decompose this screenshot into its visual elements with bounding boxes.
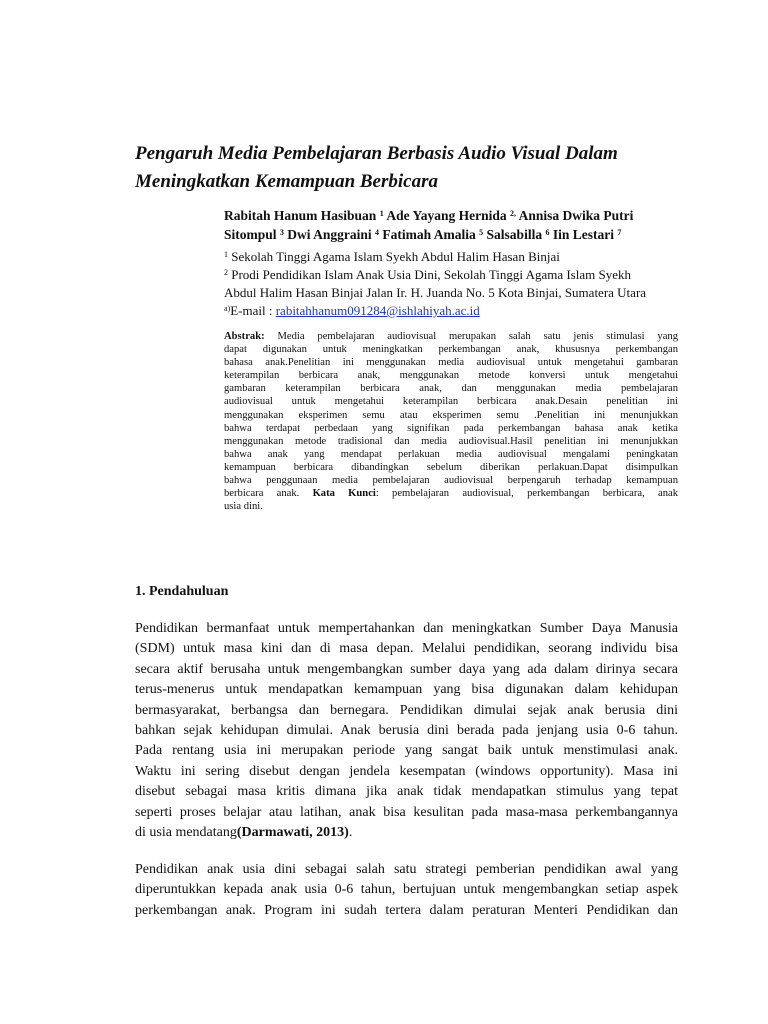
abstract-line: bahasa anak.Penelitian ini menggunakan media audiovisual untuk mengetahui gambaran <box>224 357 678 369</box>
affiliation-2-continued <box>224 284 684 302</box>
abstract-line: usia dini. <box>224 501 263 513</box>
abstract-line: menggunakan eksperimen semu atau eksperimen semu .Penelitian ini menunjukkan <box>224 409 678 421</box>
abstract-line: keterampilan berbicara anak, menggunakan metode konversi untuk mengetahui <box>224 370 678 382</box>
abstract-line <box>224 330 678 343</box>
keywords-label: Kata Kunci <box>312 488 376 500</box>
paragraph-line: Pendidikan anak usia dini sebagai salah satu strategi pemberian pendidikan awal yang <box>135 862 678 877</box>
email-link[interactable]: rabitahhanum091284@ishlahiyah.ac.id <box>275 303 480 318</box>
affiliations <box>224 248 684 320</box>
affiliation-text: Prodi Pendidikan Islam Anak Usia Dini, Sekolah Tinggi Agama Islam Syekh <box>231 267 631 282</box>
author-name: Salsabilla <box>486 227 543 242</box>
abstract-text: berbicara anak. <box>224 488 300 500</box>
affiliation-text: Sekolah Tinggi Agama Islam Syekh Abdul Halim Hasan Binjai <box>231 249 560 264</box>
paragraph-line: seperti proses belajar atau latihan, anak bisa kesulitan pada masa-masa perkembangannya <box>135 804 678 820</box>
author-line <box>224 206 684 225</box>
paragraph-line: disebut sebagai masa kritis dimana jika anak tidak mendapatkan stimulus yang tepat <box>135 784 678 800</box>
abstract-text: Media pembelajaran audiovisual merupakan salah satu jenis stimulasi yang <box>277 331 678 342</box>
abstract <box>224 330 678 513</box>
affiliation-superscript: 1 <box>224 250 228 259</box>
email-line <box>224 302 684 320</box>
abstract-line <box>224 487 678 500</box>
author-list <box>224 206 684 244</box>
paragraph-2 <box>135 860 678 921</box>
affiliation-1 <box>224 248 684 266</box>
keywords-text: : pembelajaran audiovisual, perkembangan berbicara, anak <box>375 488 678 500</box>
author-superscript: 6 <box>545 228 550 237</box>
abstract-line: dapat digunakan untuk meningkatkan perkembangan anak, khususnya perkembangan <box>224 344 678 356</box>
author-name: Iin Lestari <box>552 227 614 242</box>
author-superscript: 3 <box>279 228 284 237</box>
paragraph-line: Pada rentang usia ini merupakan periode yang sangat baik untuk menstimulasi anak. <box>135 743 678 759</box>
author-name: Ade Yayang Hernida <box>386 208 507 223</box>
paragraph-line <box>135 823 678 843</box>
author-name: Dwi Anggraini <box>287 227 372 242</box>
email-label: E-mail : <box>230 303 276 318</box>
section-heading: 1. Pendahuluan <box>135 584 229 599</box>
paragraph-line: diperuntukkan kepada anak usia 0-6 tahun, bertujuan untuk mengembangkan setiap aspek <box>135 882 678 898</box>
affiliation-superscript: 2 <box>224 268 228 277</box>
author-superscript: 5 <box>479 228 484 237</box>
paper-title-line: Pengaruh Media Pembelajaran Berbasis Audio Visual Dalam <box>135 143 618 164</box>
paragraph-line: bermasyarakat, berbangsa dan bernegara. Pendidikan dimulai sejak anak berusia dini <box>135 702 678 718</box>
author-name: Sitompul <box>224 227 277 242</box>
paragraph-line: bahkan sejak kehidupan dimulai. Anak berusia dini berada pada jenjang usia 0-6 tahun. <box>135 723 678 739</box>
paragraph-1 <box>135 619 678 843</box>
author-name: Fatimah Amalia <box>382 227 476 242</box>
author-superscript: 4 <box>375 228 380 237</box>
author-name: Rabitah Hanum Hasibuan <box>224 208 377 223</box>
paragraph-line: Pendidikan bermanfaat untuk mempertahankan dan meningkatkan Sumber Daya Manusia <box>135 621 678 636</box>
author-superscript: 1 <box>379 209 384 218</box>
email-superscript: a) <box>224 304 231 313</box>
abstract-line: audiovisual untuk mengetahui keterampilan berbicara anak.Desain penelitian ini <box>224 396 678 408</box>
affiliation-2 <box>224 266 684 284</box>
author-name: Annisa Dwika Putri <box>518 208 634 223</box>
paragraph-line: secara aktif berusaha untuk mengembangkan sumber daya yang ada dalam dirinya secara <box>135 661 678 677</box>
paragraph-text: di usia mendatang <box>135 825 237 841</box>
author-superscript: 7 <box>617 228 622 237</box>
paper-title <box>135 140 675 196</box>
author-superscript: 2, <box>509 209 516 218</box>
paper-title-line: Meningkatkan Kemampuan Berbicara <box>135 171 438 192</box>
abstract-line: bahwa terdapat perbedaan yang signifikan pada perkembangan bahasa anak ketika <box>224 422 678 434</box>
abstract-line: bahwa penggunaan media pembelajaran audiovisual berpengaruh terhadap kemampuan <box>224 475 678 487</box>
abstract-line: menggunakan metode tradisional dan media audiovisual.Hasil penelitian ini menunjukkan <box>224 435 678 447</box>
paragraph-line: (SDM) untuk masa kini dan di masa depan. Melalui pendidikan, seorang individu bisa <box>135 641 678 657</box>
abstract-line: kemampuan berbicara dibandingkan sebelum diberikan perlakuan.Dapat disimpulkan <box>224 461 678 473</box>
paragraph-line: perkembangan anak. Program ini sudah tertera dalam peraturan Menteri Pendidikan dan <box>135 902 678 918</box>
paragraph-line: Waktu ini sering disebut dengan jendela kesempatan (windows opportunity). Masa ini <box>135 763 678 779</box>
affiliation-text: Abdul Halim Hasan Binjai Jalan Ir. H. Juanda No. 5 Kota Binjai, Sumatera Utara <box>224 285 647 300</box>
paragraph-line: terus-menerus untuk mendapatkan kemampuan yang bisa digunakan dalam kehidupan <box>135 682 678 698</box>
paragraph-text: . <box>348 825 353 841</box>
abstract-label: Abstrak: <box>224 331 265 342</box>
author-line <box>224 225 684 244</box>
abstract-line: bahwa anak yang mendapat perlakuan media audiovisual mengalami peningkatan <box>224 448 678 460</box>
citation: (Darmawati, 2013) <box>236 825 349 841</box>
abstract-line: gambaran keterampilan berbicara anak, dan menggunakan media pembelajaran <box>224 383 678 395</box>
